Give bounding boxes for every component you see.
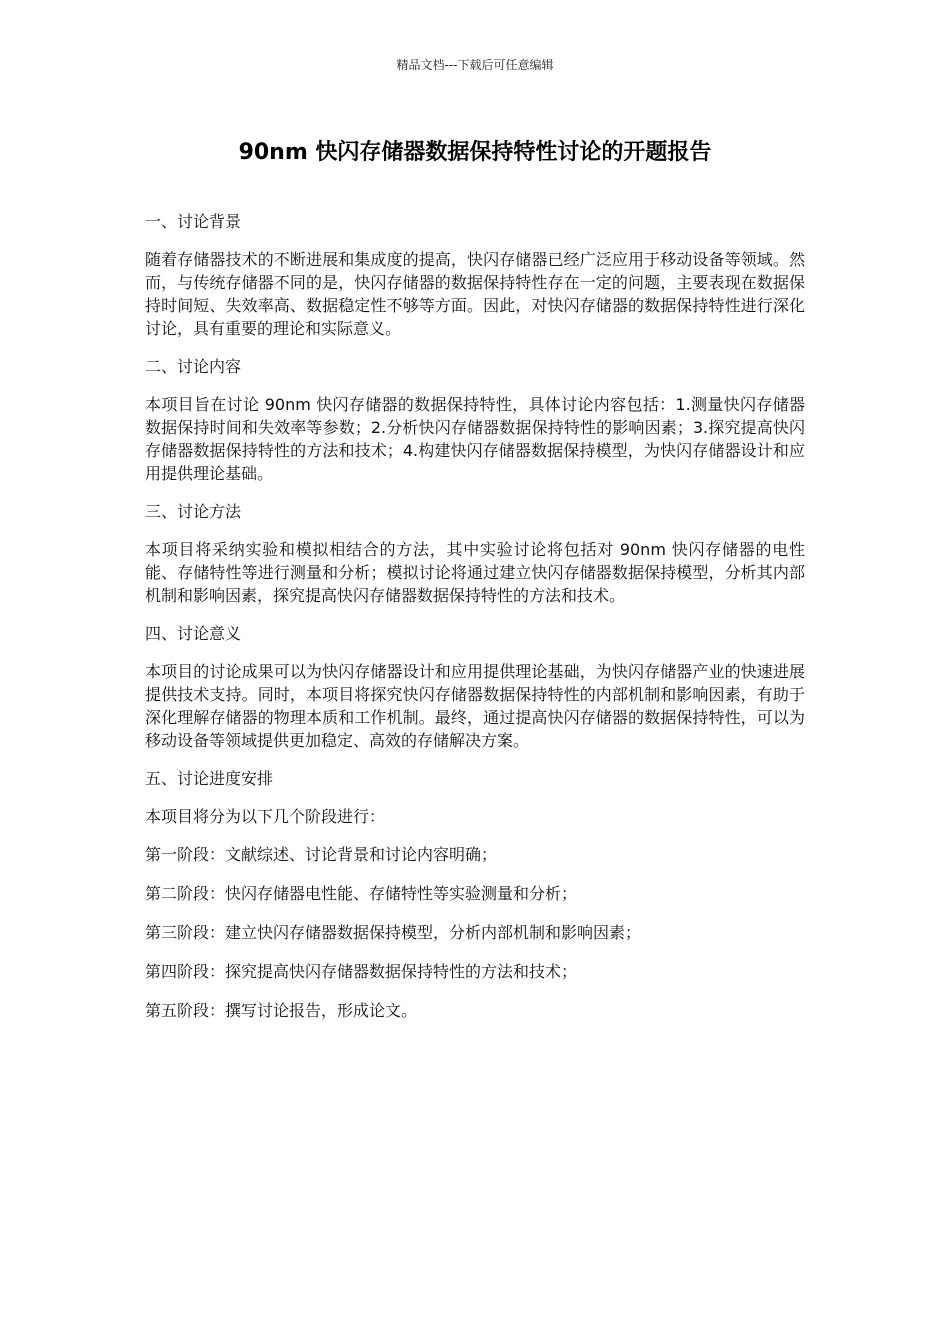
document-body: [145, 210, 805, 1038]
stage-item: 第五阶段：撰写讨论报告，形成论文。: [145, 1001, 418, 1020]
stage-item: 第三阶段：建立快闪存储器数据保持模型，分析内部机制和影响因素；: [145, 923, 642, 942]
paragraph-method: 本项目将采纳实验和模拟相结合的方法，其中实验讨论将包括对 90nm 快闪存储器的电性能、存储特性等进行测量和分析；模拟讨论将通过建立快闪存储器数据保持模型，分析其内部机制和影响因素，探究提高快闪存储器数据保持特性的方法和技术。: [145, 540, 805, 605]
header-note: 精品文档---下载后可任意编辑: [396, 58, 554, 72]
section-heading-method: 三、讨论方法: [145, 502, 242, 521]
stage-item: 第一阶段：文献综述、讨论背景和讨论内容明确；: [145, 845, 498, 864]
section-heading-content: 二、讨论内容: [145, 357, 242, 376]
document-title: 90nm 快闪存储器数据保持特性讨论的开题报告: [238, 140, 712, 165]
stage-item: 第四阶段：探究提高快闪存储器数据保持特性的方法和技术；: [145, 962, 578, 981]
paragraph-significance: 本项目的讨论成果可以为快闪存储器设计和应用提供理论基础，为快闪存储器产业的快速进展提供技术支持。同时，本项目将探究快闪存储器数据保持特性的内部机制和影响因素，有助于深化理解存储器的物理本质和工作机制。最终，通过提高快闪存储器的数据保持特性，可以为移动设备等领域提供更加稳定、高效的存储解决方案。: [145, 662, 805, 750]
section-heading-background: 一、讨论背景: [145, 212, 242, 231]
section-heading-significance: 四、讨论意义: [145, 624, 242, 643]
paragraph-content: 本项目旨在讨论 90nm 快闪存储器的数据保持特性，具体讨论内容包括：1.测量快闪存储器数据保持时间和失效率等参数；2.分析快闪存储器数据保持特性的影响因素；3.探究提高快闪存储器数据保持特性的方法和技术；4.构建快闪存储器数据保持模型，为快闪存储器设计和应用提供理论基础。: [145, 395, 805, 483]
section-heading-schedule: 五、讨论进度安排: [145, 769, 274, 788]
paragraph-schedule-intro: 本项目将分为以下几个阶段进行：: [145, 807, 386, 826]
paragraph-background: 随着存储器技术的不断进展和集成度的提高，快闪存储器已经广泛应用于移动设备等领域。然而，与传统存储器不同的是，快闪存储器的数据保持特性存在一定的问题，主要表现在数据保持时间短、失效率高、数据稳定性不够等方面。因此，对快闪存储器的数据保持特性进行深化讨论，具有重要的理论和实际意义。: [145, 250, 805, 338]
stage-item: 第二阶段：快闪存储器电性能、存储特性等实验测量和分析；: [145, 884, 578, 903]
